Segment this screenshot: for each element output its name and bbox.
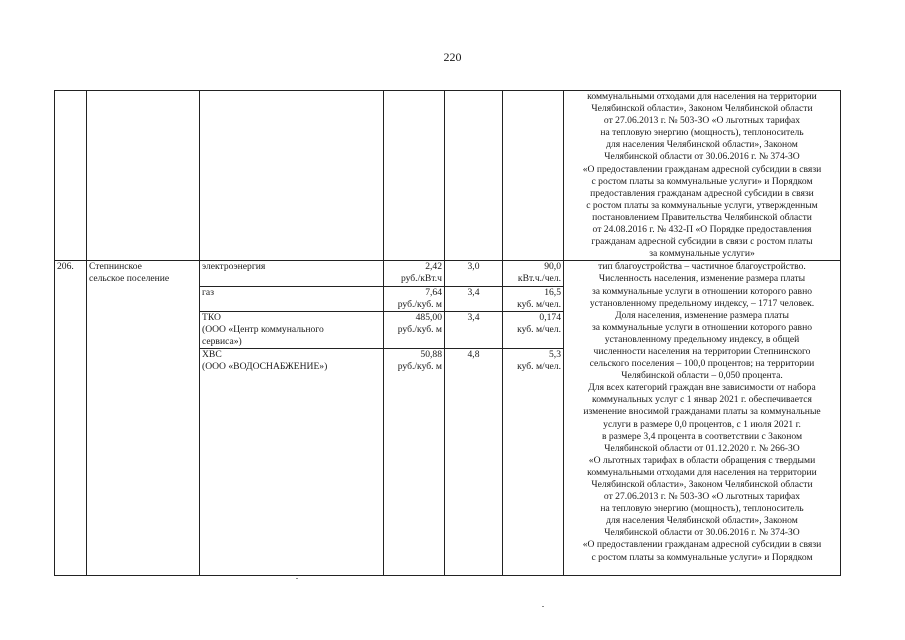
settlement-name: Степнинское сельское поселение [87, 261, 200, 576]
pct-value: 4,8 [445, 348, 503, 575]
norm-value: 90,0 кВт.ч./чел. [503, 261, 564, 286]
scan-speck [296, 578, 298, 579]
scan-speck [542, 606, 544, 607]
note-206: тип благоустройства – частичное благоустройство. Численность населения, изменение размера платы за коммунальные услуги в отношении которого равно установленному предельному индексу, – 1717 человек. Доля населения, изменение размера платы за коммунальные услуги в отношении которого равно установленному предельному индексу, в общей численности населения на территории Степнинского сельского поселения – 100,0 процентов; на территории Челябинской области – 0,050 процента. Для всех категорий граждан вне зависимости от набора коммунальных услуг с 1 январ 2021 г. обеспечивается изменение вносимой гражданами платы за коммунальные услуги в размере 0,0 процентов, с 1 июля 2021 г. в размере 3,4 процента в соответствии с Законом Челябинской области от 01.12.2020 г. № 266-ЗО «О льготных тарифах в области обращения с твердыми коммунальными отходами для населения на территории Челябинской области», Законом Челябинской области от 27.06.2013 г. № 503-ЗО «О льготных тарифах на тепловую энергию (мощность), теплоноситель для населения Челябинской области», Законом Челябинской области от 30.06.2016 г. № 374-ЗО «О предоставлении гражданам адресной субсидии в связи с ростом платы за коммунальные услуги» и Порядком [564, 261, 841, 576]
service-name: ТКО (ООО «Центр коммунального сервиса») [200, 311, 384, 348]
cont-settlement-cell [87, 91, 200, 261]
norm-value: 16,5 куб. м/чел. [503, 286, 564, 311]
tariff-value: 485,00 руб./куб. м [384, 311, 445, 348]
norm-value: 5,3 куб. м/чел. [503, 348, 564, 575]
pct-value: 3,4 [445, 311, 503, 348]
pct-value: 3,0 [445, 261, 503, 286]
tariff-value: 7,64 руб./куб. м [384, 286, 445, 311]
service-name: ХВС (ООО «ВОДОСНАБЖЕНИЕ») [200, 348, 384, 575]
norm-value: 0,174 куб. м/чел. [503, 311, 564, 348]
continuation-row [55, 91, 841, 261]
cont-number-cell [55, 91, 87, 261]
cont-service-cell [200, 91, 384, 261]
tariff-value: 50,88 руб./куб. м [384, 348, 445, 575]
cont-tariff-cell [384, 91, 445, 261]
service-name: электроэнергия [200, 261, 384, 286]
tariff-value: 2,42 руб./кВт.ч [384, 261, 445, 286]
cont-note-cell: коммунальными отходами для населения на территории Челябинской области», Законом Челябинской области от 27.06.2013 г. № 503-ЗО «О льготных тарифах на тепловую энергию (мощность), теплоноситель для населения Челябинской области», Законом Челябинской области от 30.06.2016 г. № 374-ЗО «О предоставлении гражданам адресной субсидии в связи с ростом платы за коммунальные услуги» и Порядком предоставления гражданам адресной субсидии в связи с ростом платы за коммунальные услуги, утвержденным постановлением Правительства Челябинской области от 24.08.2016 г. № 432-П «О Порядке предоставления гражданам адресной субсидии в связи с ростом платы за коммунальные услуги» [564, 91, 841, 261]
cont-pct-cell [445, 91, 503, 261]
pct-value: 3,4 [445, 286, 503, 311]
row-number: 206. [55, 261, 87, 576]
service-name: газ [200, 286, 384, 311]
tariff-table [54, 90, 841, 576]
cont-norm-cell [503, 91, 564, 261]
row-206-electricity [55, 261, 841, 286]
page-number: 220 [443, 50, 462, 64]
